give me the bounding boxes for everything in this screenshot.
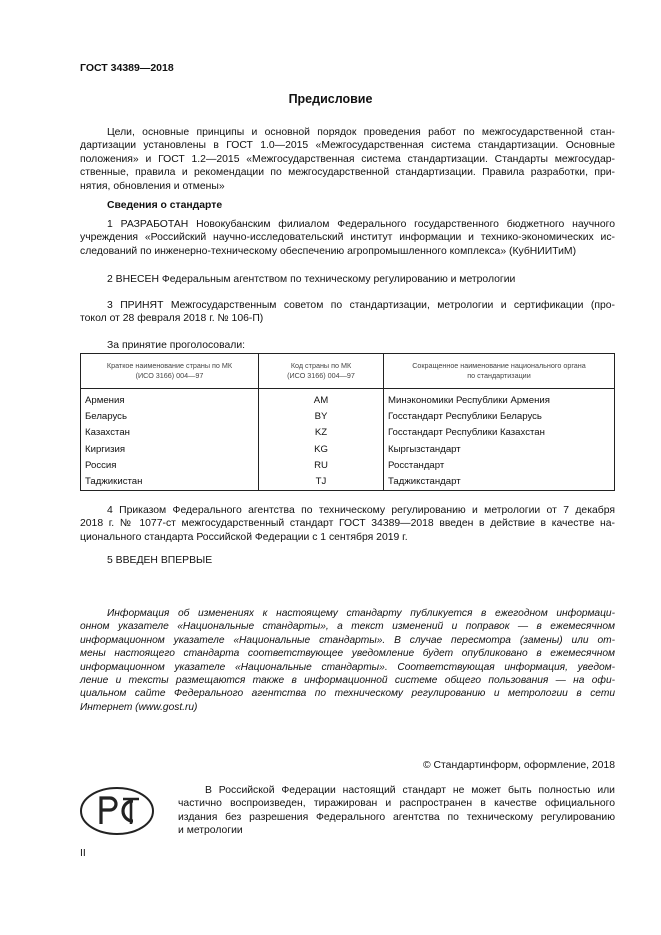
- rights-line: издания без разрешения Федерального агентства по техническому регулированию: [178, 811, 615, 823]
- note-line: мены настоящего стандарта соответствующее уведомление будет опубликовано в ежемесячном: [80, 648, 615, 660]
- cell-code: AM: [259, 389, 384, 409]
- cell-code: KG: [259, 441, 384, 457]
- page-title: Предисловие: [288, 92, 373, 106]
- note-line: циальном сайте Федерального агентства по техническому регулированию и метрологии в сети: [80, 688, 615, 700]
- table-row: [81, 473, 615, 490]
- table-row: [81, 389, 615, 409]
- intro-line: положения» и ГОСТ 1.2—2015 «Межгосударственная система стандартизации. Стандарты межгосудар-: [80, 153, 615, 165]
- cell-body: Кыргызстандарт: [384, 441, 615, 457]
- rights-notice: [178, 784, 615, 838]
- cell-body: Госстандарт Республики Беларусь: [384, 408, 615, 424]
- rights-line: и метрологии: [178, 825, 243, 837]
- item-1-line: следований по инженерно-техническому обеспечению агропромышленного комплекса» (КубНИИТиМ): [80, 245, 577, 257]
- item-3-line: токол от 28 февраля 2018 г. № 106-П): [80, 313, 264, 325]
- table-row: [81, 408, 615, 424]
- note-line: ление и тексты размещаются также в информационной системе общего пользования — на офи-: [80, 675, 615, 687]
- table-row: [81, 441, 615, 457]
- cell-country: Россия: [81, 457, 259, 473]
- cell-country: Армения: [81, 389, 259, 409]
- item-4-line: ционального стандарта Российской Федерации с 1 сентября 2019 г.: [80, 531, 408, 543]
- cell-code: BY: [259, 408, 384, 424]
- cell-country: Киргизия: [81, 441, 259, 457]
- note-line: онном указателе «Национальные стандарты», а текст изменений и поправок — в ежемесячном: [80, 621, 615, 633]
- item-3-paragraph: [80, 299, 615, 326]
- item-1-line: 1 РАЗРАБОТАН Новокубанским филиалом Федерального государственного бюджетного научного: [107, 219, 615, 230]
- rights-line: частично воспроизведен, тиражирован и распространен в качестве официального: [178, 798, 615, 810]
- rst-certification-mark-icon: [79, 786, 155, 836]
- item-4-line: 2018 г. № 1077-ст межгосударственный стандарт ГОСТ 34389—2018 введен в действие в качестве на-: [80, 518, 615, 530]
- cell-body: Госстандарт Республики Казахстан: [384, 425, 615, 441]
- cell-body: Минэкономики Республики Армения: [384, 389, 615, 409]
- copyright-line: © Стандартинформ, оформление, 2018: [422, 760, 615, 771]
- info-heading: Сведения о стандарте: [107, 200, 223, 211]
- intro-line: дартизации установлены в ГОСТ 1.0—2015 «Межгосударственная система стандартизации. Основные: [80, 140, 615, 152]
- rights-line: В Российской Федерации настоящий стандарт не может быть полностью или: [205, 785, 615, 796]
- table-row: [81, 457, 615, 473]
- amendments-note: [80, 607, 615, 714]
- header-country-name: Краткое наименование страны по МК (ИСО 3166) 004—97: [81, 354, 259, 389]
- item-1-line: учреждения «Российский научно-исследовательский институт информации и технико-экономических ис-: [80, 232, 615, 244]
- item-2-paragraph: [80, 273, 615, 286]
- cell-code: RU: [259, 457, 384, 473]
- header-national-body: Сокращенное наименование национального органа по стандартизации: [384, 354, 615, 389]
- item-2-line: 2 ВНЕСЕН Федеральным агентством по техническому регулированию и метрологии: [107, 274, 516, 285]
- item-5-line: 5 ВВЕДЕН ВПЕРВЫЕ: [107, 555, 213, 566]
- table-caption: За принятие проголосовали:: [107, 340, 246, 351]
- voting-table: [80, 353, 615, 491]
- intro-line: Цели, основные принципы и основной порядок проведения работ по межгосударственной стан-: [107, 127, 615, 138]
- cell-code: KZ: [259, 425, 384, 441]
- item-3-line: 3 ПРИНЯТ Межгосударственным советом по стандартизации, метрологии и сертификации (про-: [107, 300, 615, 311]
- intro-line: нятия, обновления и отмены»: [80, 180, 225, 192]
- header-country-code: Код страны по МК (ИСО 3166) 004—97: [259, 354, 384, 389]
- table-row: [81, 425, 615, 441]
- cell-body: Таджикстандарт: [384, 473, 615, 490]
- cell-country: Таджикистан: [81, 473, 259, 490]
- note-line: Информация об изменениях к настоящему стандарту публикуется в ежегодном информаци-: [107, 608, 615, 619]
- cell-country: Беларусь: [81, 408, 259, 424]
- item-1-paragraph: [80, 218, 615, 258]
- note-line: информационном указателе «Национальные стандарты». В случае пересмотра (замены) или от-: [80, 634, 615, 646]
- document-code: ГОСТ 34389—2018: [80, 62, 174, 74]
- intro-paragraph: [80, 126, 615, 193]
- cell-body: Росстандарт: [384, 457, 615, 473]
- item-4-paragraph: [80, 504, 615, 544]
- cell-code: TJ: [259, 473, 384, 490]
- note-line: информационном указателе «Национальные стандарты». Соответствующая информация, уведом-: [80, 661, 615, 673]
- page-number: II: [80, 848, 86, 859]
- cell-country: Казахстан: [81, 425, 259, 441]
- intro-line: ственные, правила и рекомендации по межгосударственной стандартизации. Правила разработки, при-: [80, 167, 615, 179]
- note-line: Интернет (www.gost.ru): [80, 701, 198, 713]
- item-4-line: 4 Приказом Федерального агентства по техническому регулированию и метрологии от 7 декабря: [107, 505, 615, 516]
- table-header-row: [81, 354, 615, 389]
- item-5-paragraph: [80, 554, 615, 567]
